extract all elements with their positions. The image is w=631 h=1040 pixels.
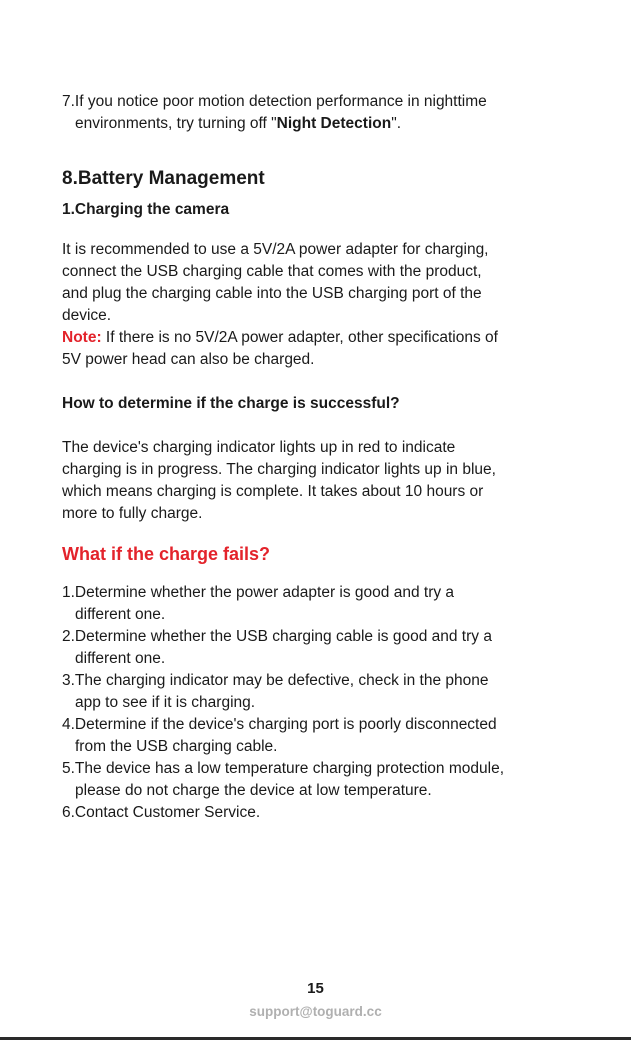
- intro-item-line-2: [75, 113, 401, 135]
- determine-heading: How to determine if the charge is successful?: [62, 395, 400, 412]
- paragraph-line: and plug the charging cable into the USB charging port of the: [62, 285, 482, 302]
- fails-line: 1.Determine whether the power adapter is good and try a: [62, 584, 455, 601]
- page-number: 15: [307, 980, 324, 997]
- fails-heading: What if the charge fails?: [62, 544, 271, 564]
- note-line-1: [62, 327, 498, 349]
- fails-line: 3.The charging indicator may be defective, check in the phone: [62, 672, 489, 689]
- note-line-2: 5V power head can also be charged.: [62, 351, 315, 368]
- fails-line: app to see if it is charging.: [75, 694, 256, 711]
- fails-line: 6.Contact Customer Service.: [62, 804, 261, 821]
- fails-line: please do not charge the device at low temperature.: [75, 782, 432, 799]
- intro-item-end: ".: [391, 115, 401, 132]
- support-email: support@toguard.cc: [249, 1004, 382, 1019]
- night-detection-label: Night Detection: [276, 115, 392, 132]
- determine-line: The device's charging indicator lights up in red to indicate: [62, 439, 456, 456]
- paragraph-line: connect the USB charging cable that comes with the product,: [62, 263, 482, 280]
- intro-item-line-1: 7.If you notice poor motion detection performance in nighttime: [62, 93, 487, 110]
- fails-line: different one.: [75, 650, 166, 667]
- fails-line: 4.Determine if the device's charging port is poorly disconnected: [62, 716, 497, 733]
- fails-line: different one.: [75, 606, 166, 623]
- determine-line: charging is in progress. The charging indicator lights up in blue,: [62, 461, 496, 478]
- paragraph-line: It is recommended to use a 5V/2A power adapter for charging,: [62, 241, 489, 258]
- determine-line: more to fully charge.: [62, 505, 203, 522]
- determine-line: which means charging is complete. It takes about 10 hours or: [62, 483, 484, 500]
- fails-line: 5.The device has a low temperature charging protection module,: [62, 760, 504, 777]
- paragraph-line: device.: [62, 307, 112, 324]
- section-subtitle: 1.Charging the camera: [62, 201, 230, 218]
- note-text: If there is no 5V/2A power adapter, other specifications of: [101, 329, 498, 346]
- fails-line: 2.Determine whether the USB charging cable is good and try a: [62, 628, 492, 645]
- fails-line: from the USB charging cable.: [75, 738, 278, 755]
- note-label: Note:: [62, 329, 102, 346]
- section-title: 8.Battery Management: [62, 168, 265, 189]
- intro-item-text: environments, try turning off ": [75, 115, 277, 132]
